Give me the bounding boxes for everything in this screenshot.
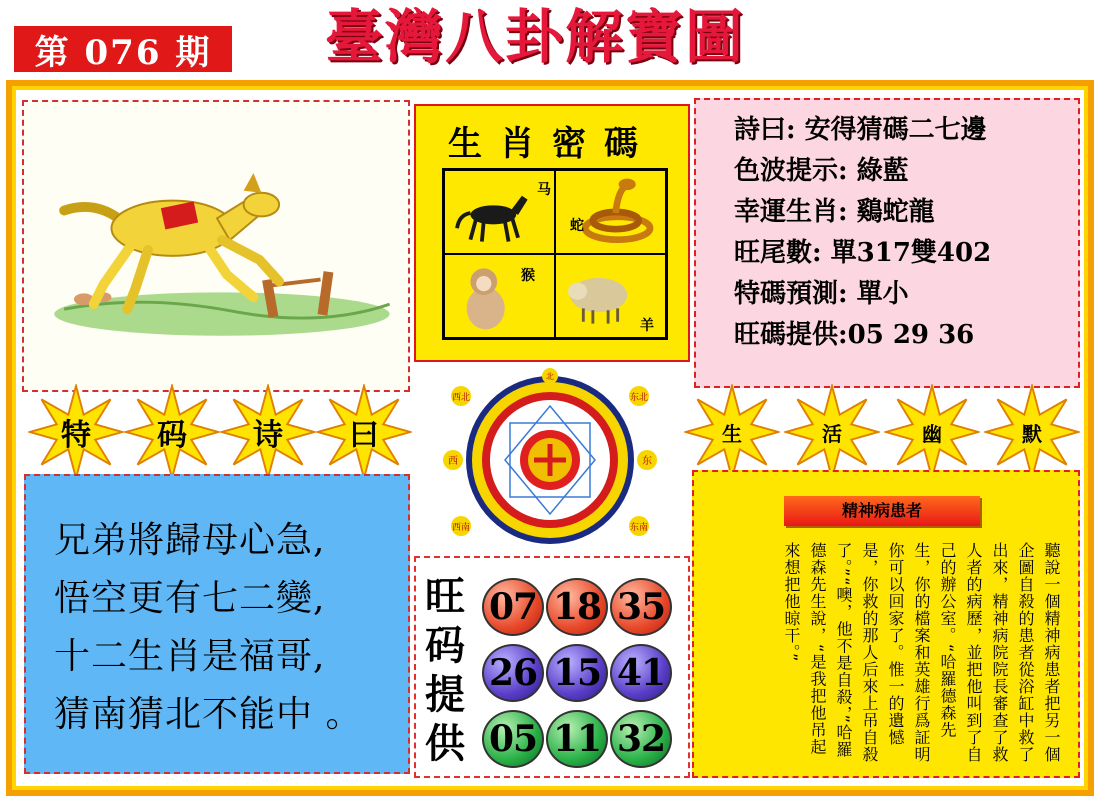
zodiac-label-sheep: 羊 <box>640 318 654 334</box>
number-ball: 18 <box>546 578 608 636</box>
compass-label-ne: 东北 <box>629 393 649 403</box>
story-title: 精神病患者 <box>784 496 980 526</box>
zodiac-code-title: 生肖密碼 <box>448 124 656 164</box>
lucky-tail: 旺尾數: 單317雙402 <box>734 238 992 268</box>
special-prediction: 特碼預測: 單小 <box>734 279 909 309</box>
poem-line: 悟空更有七二變, <box>54 578 326 619</box>
poem-line: 十二生肖是福哥, <box>54 636 326 677</box>
number-ball: 26 <box>482 644 544 702</box>
lucky-numbers-label: 旺码提供 <box>425 573 465 767</box>
zodiac-label-horse: 马 <box>537 182 551 198</box>
bagua-compass <box>435 368 665 548</box>
star-badge <box>684 384 780 480</box>
zodiac-grid <box>442 168 668 340</box>
poem-line: 猜南猜北不能中 。 <box>54 694 363 735</box>
story-text: 聽說一個精神病患者把另一個企圖自殺的患者從浴缸中救了出來，精神病院院長審查了救人者的病歷，並把他叫到了自己的辦公室。“哈羅德森先生，你的檔案和英雄行爲証明你可以回家了。惟一的遺憾是，你救的那人后來上吊自殺了。”“噢，他不是自殺，”哈羅德森先生說，“是我把他吊起來想把他晾干。” <box>782 542 1061 763</box>
star-label: 曰 <box>349 418 379 453</box>
star-badge <box>784 384 880 480</box>
info-panel <box>694 98 1080 388</box>
horse-illustration <box>24 102 408 390</box>
issue-badge: 第 076 期 <box>14 26 232 72</box>
star-badge <box>316 384 412 480</box>
star-label: 活 <box>822 421 842 446</box>
zodiac-cell-monkey <box>444 254 555 338</box>
color-hint: 色波提示: 綠藍 <box>734 156 909 186</box>
compass-label-se: 东南 <box>629 523 649 533</box>
star-label: 特 <box>61 418 91 453</box>
number-ball: 32 <box>610 710 672 768</box>
star-label: 诗 <box>253 418 283 453</box>
number-ball: 35 <box>610 578 672 636</box>
compass-label-nw: 西北 <box>451 393 471 403</box>
lucky-numbers-panel <box>414 556 690 778</box>
snake-icon <box>556 171 665 253</box>
star-label: 幽 <box>922 421 942 446</box>
star-badge <box>124 384 220 480</box>
poem-panel <box>24 474 410 774</box>
compass-label-sw: 西南 <box>451 523 471 533</box>
star-badge <box>884 384 980 480</box>
number-ball: 07 <box>482 578 544 636</box>
compass-label-n: 北 <box>546 372 554 381</box>
lucky-zodiac: 幸運生肖: 鷄蛇龍 <box>734 197 935 227</box>
lucky-codes: 旺碼提供:05 29 36 <box>734 320 975 350</box>
poem-hint: 詩曰: 安得猜碼二七邊 <box>734 115 987 145</box>
story-panel <box>692 470 1080 778</box>
zodiac-code-panel <box>414 104 690 362</box>
compass-label-w: 西 <box>448 456 458 467</box>
star-label: 生 <box>722 421 742 446</box>
star-badge <box>28 384 124 480</box>
number-ball: 15 <box>546 644 608 702</box>
zodiac-cell-sheep <box>555 254 666 338</box>
zodiac-label-snake: 蛇 <box>570 218 584 234</box>
star-badge <box>984 384 1080 480</box>
number-ball: 11 <box>546 710 608 768</box>
star-label: 默 <box>1022 421 1042 446</box>
star-label: 码 <box>157 418 187 453</box>
horse-illustration-panel <box>22 100 410 392</box>
zodiac-cell-snake <box>555 170 666 254</box>
number-ball: 41 <box>610 644 672 702</box>
zodiac-cell-horse <box>444 170 555 254</box>
number-ball: 05 <box>482 710 544 768</box>
star-badge <box>220 384 316 480</box>
zodiac-label-monkey: 猴 <box>521 268 535 284</box>
monkey-icon <box>445 255 554 337</box>
compass-label-e: 东 <box>642 456 652 467</box>
poem-line: 兄弟將歸母心急, <box>54 520 326 561</box>
page-title: 臺灣八卦解寶圖 <box>325 3 746 71</box>
